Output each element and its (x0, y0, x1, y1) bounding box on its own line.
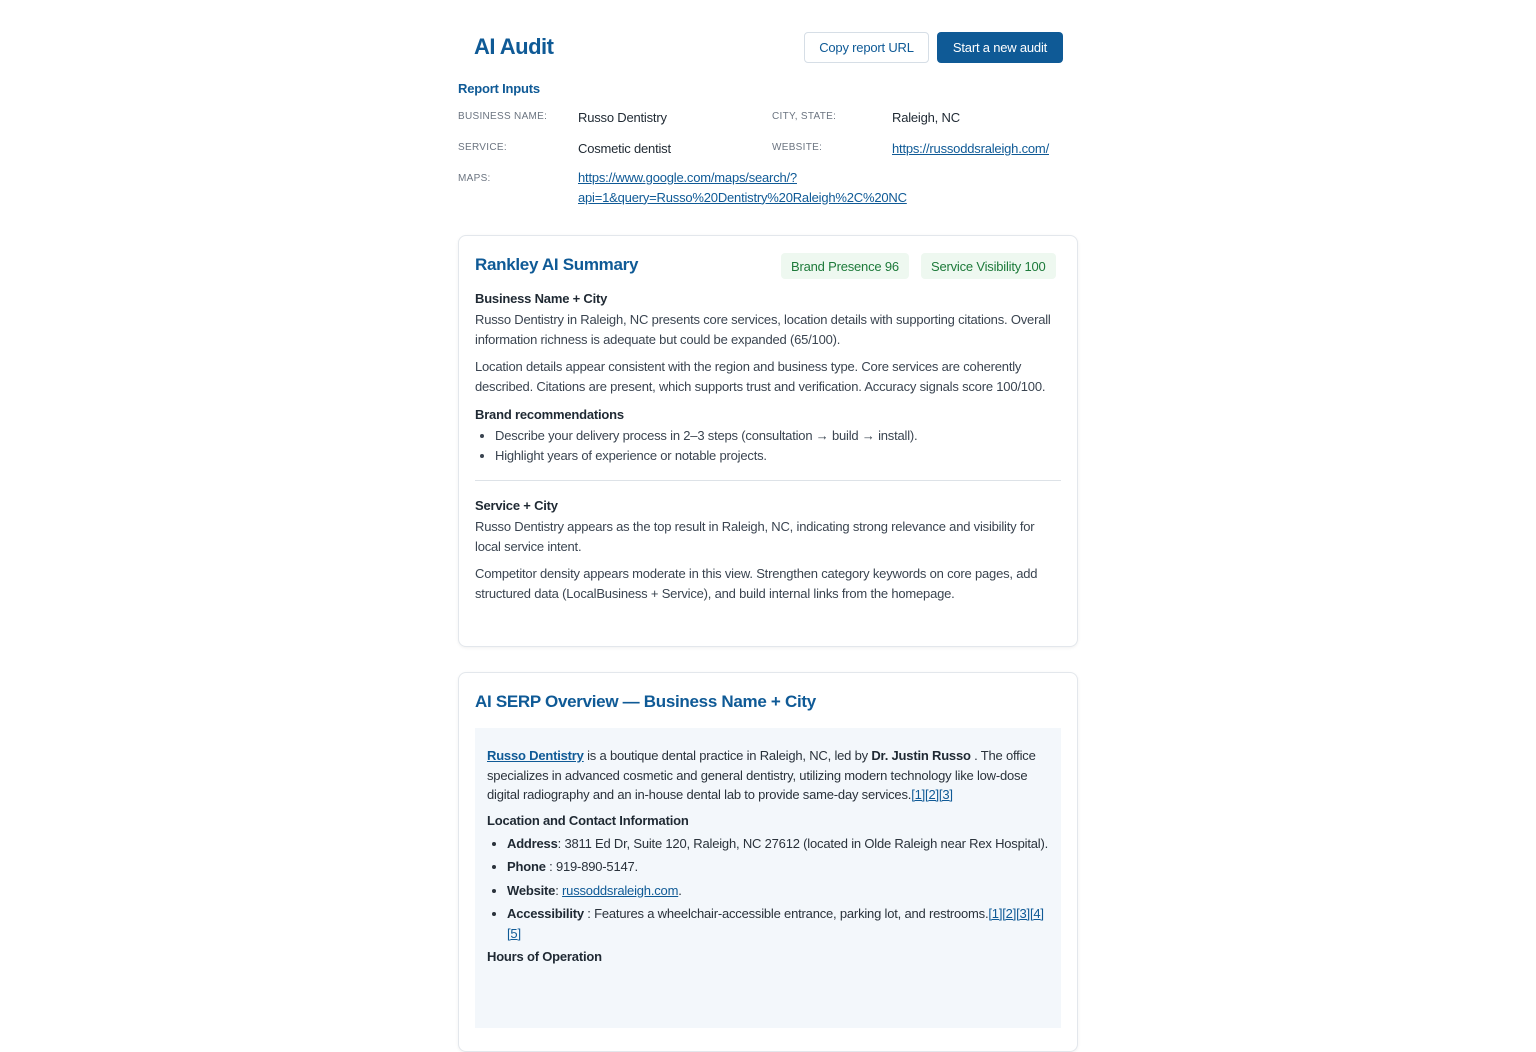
website-label: Website (507, 882, 556, 898)
address-value: : 3811 Ed Dr, Suite 120, Raleigh, NC 27612 (located in Olde Raleigh near Rex Hospital). (557, 835, 1048, 851)
business-name-value: Russo Dentistry (578, 110, 667, 125)
phone-item (507, 857, 1049, 877)
citation-link[interactable]: [1] (911, 787, 926, 802)
maps-link-line2: api=1&query=Russo%20Dentistry%20Raleigh%2C%20NC (578, 189, 907, 205)
recommendations-heading: Brand recommendations (475, 407, 624, 422)
accessibility-label: Accessibility (507, 906, 584, 921)
recommendations-list (475, 426, 1061, 465)
summary-title: Rankley AI Summary (475, 255, 639, 274)
service-visibility-badge: Service Visibility 100 (921, 253, 1056, 279)
text: . (678, 882, 682, 898)
citation-link[interactable]: [4] (1029, 906, 1044, 921)
text: is a boutique dental practice in Raleigh, NC, led by (583, 748, 872, 763)
business-link[interactable]: Russo Dentistry (487, 748, 584, 763)
section-heading: Service + City (475, 498, 558, 513)
header (458, 0, 1078, 96)
divider (475, 480, 1061, 481)
website-link[interactable]: https://russoddsraleigh.com/ (892, 141, 1049, 156)
citation-link[interactable]: [3] (938, 787, 953, 802)
citation-link[interactable]: [2] (1002, 906, 1017, 921)
citation-link[interactable]: [5] (507, 925, 521, 941)
maps-link[interactable] (578, 168, 907, 207)
city-state-value: Raleigh, NC (892, 110, 960, 125)
website-item (507, 881, 1049, 901)
report-page (458, 0, 1078, 964)
text: : (555, 882, 563, 898)
service-label: SERVICE: (458, 142, 507, 153)
serp-title: AI SERP Overview — Business Name + City (475, 692, 816, 711)
list-item: • Describe your delivery process in 2–3 steps (consultation → build → install). (495, 426, 1061, 446)
phone-label: Phone (507, 859, 546, 874)
start-new-audit-button[interactable]: Start a new audit (937, 32, 1063, 63)
service-value: Cosmetic dentist (578, 141, 671, 156)
copy-report-url-button[interactable]: Copy report URL (804, 32, 929, 63)
report-inputs-heading: Report Inputs (458, 81, 540, 96)
serp-overview-card (458, 672, 1078, 1052)
maps-link-line1: https://www.google.com/maps/search/? (578, 170, 797, 185)
address-label: Address (507, 835, 558, 851)
location-heading: Location and Contact Information (487, 812, 689, 828)
intro-paragraph (487, 746, 1049, 805)
serp-panel (475, 728, 1061, 1028)
owner-name: Dr. Justin Russo (871, 748, 971, 763)
address-item (507, 834, 1049, 854)
text: . The office specializes in advanced cosmetic and general dentistry, utilizing modern technology like low-dose digital radiography and an in-house dental lab to provide same-day services. (487, 748, 1036, 802)
summary-card (458, 235, 1078, 647)
paragraph: Location details appear consistent with the region and business type. Core services are coherently described. Citations are present, which supports trust and verification. Accuracy signals score 100/100. (475, 359, 1046, 394)
paragraph: Russo Dentistry in Raleigh, NC presents core services, location details with supporting citations. Overall information richness is adequate but could be expanded (65/100). (475, 312, 1051, 347)
citation-link[interactable]: [2] (925, 787, 939, 802)
section-heading: Business Name + City (475, 291, 608, 306)
website-label: WEBSITE: (772, 142, 823, 153)
maps-label: MAPS: (458, 173, 491, 184)
website-link[interactable]: russoddsraleigh.com (562, 882, 679, 898)
contact-list (487, 834, 1049, 944)
list-item: • Highlight years of experience or notable projects. (495, 446, 1061, 466)
citation-link[interactable]: [3] (1016, 906, 1030, 921)
business-name-label: BUSINESS NAME: (458, 111, 548, 122)
paragraph: Competitor density appears moderate in this view. Strengthen category keywords on core pages, add structured data (LocalBusiness + Service), and build internal links from the homepage. (475, 566, 1038, 601)
phone-value: : 919-890-5147. (545, 859, 638, 874)
report-inputs (458, 108, 1078, 205)
accessibility-value: : Features a wheelchair-accessible entrance, parking lot, and restrooms. (583, 906, 989, 921)
brand-presence-badge: Brand Presence 96 (781, 253, 909, 279)
city-state-label: CITY, STATE: (772, 111, 837, 122)
citation-link[interactable]: [1] (988, 906, 1003, 921)
page-title: AI Audit (474, 34, 554, 59)
paragraph: Russo Dentistry appears as the top result in Raleigh, NC, indicating strong relevance and visibility for local service intent. (475, 519, 1035, 554)
hours-heading: Hours of Operation (487, 949, 602, 964)
accessibility-item (507, 904, 1049, 943)
